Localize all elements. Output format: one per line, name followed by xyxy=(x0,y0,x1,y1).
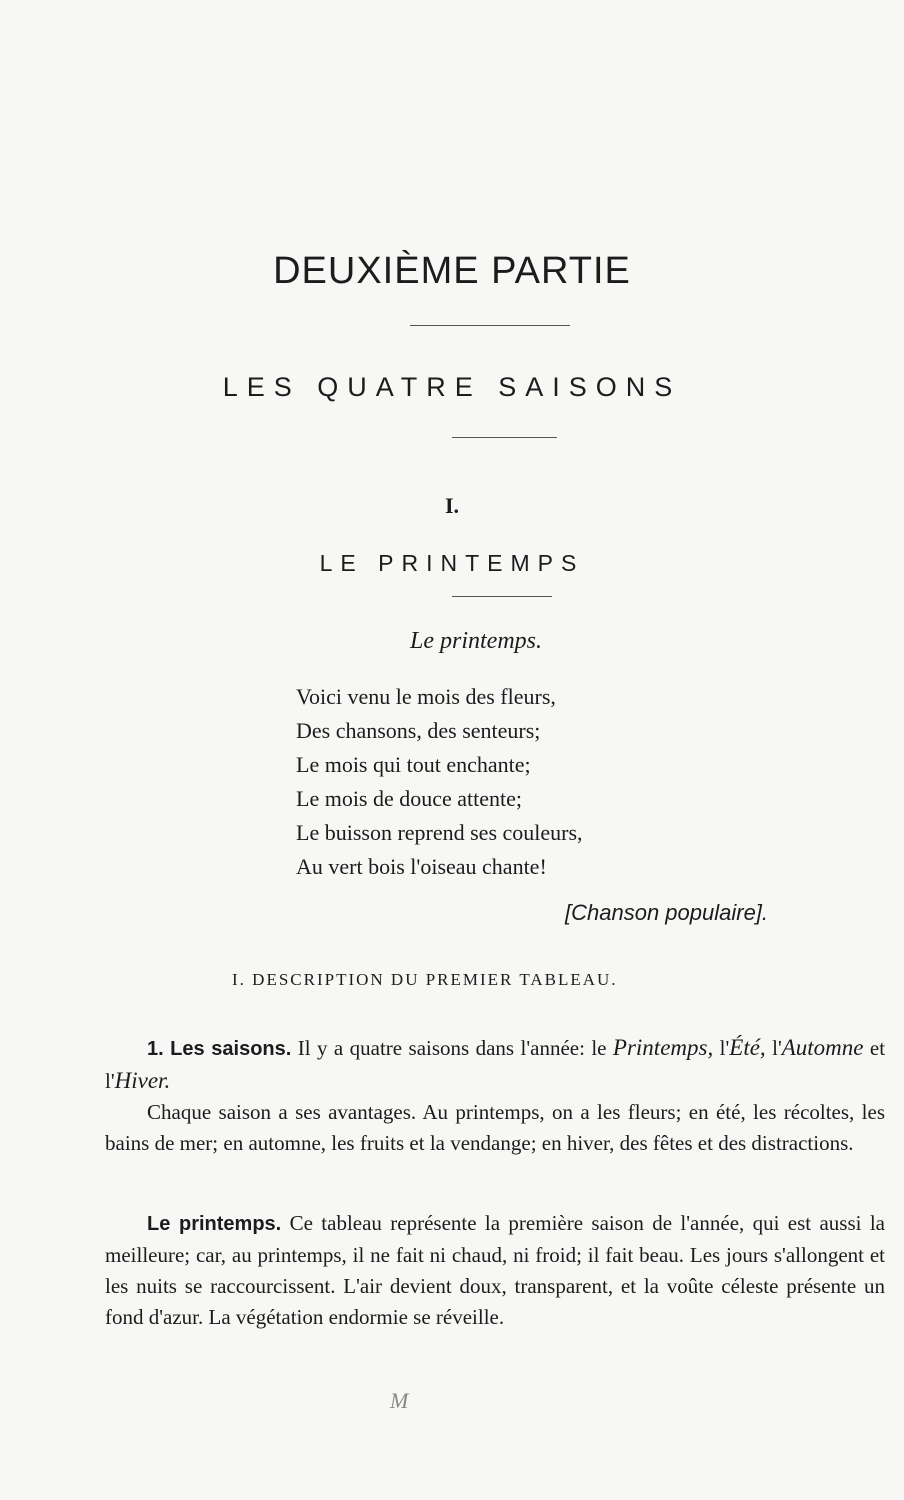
section-subtitle: LES QUATRE SAISONS xyxy=(222,372,682,402)
season-name: Été, xyxy=(729,1035,766,1060)
poem-line: Le buisson reprend ses couleurs, xyxy=(296,820,583,845)
article: l' xyxy=(772,1036,782,1060)
article: l' xyxy=(105,1069,115,1093)
poem-source: [Chanson populaire]. xyxy=(565,900,769,925)
paragraph-saisons xyxy=(105,1032,885,1097)
paragraph-text: Il y a quatre saisons dans l'année: le xyxy=(297,1036,607,1060)
conjunction: et xyxy=(869,1036,886,1060)
handwritten-mark: M xyxy=(390,1388,409,1413)
section-heading: I. DESCRIPTION DU PREMIER TABLEAU. xyxy=(232,970,618,989)
paragraph-heading: Les saisons. xyxy=(170,1038,292,1060)
chapter-title: LE PRINTEMPS xyxy=(319,550,585,576)
divider-rule xyxy=(452,437,557,438)
poem-line: Le mois de douce attente; xyxy=(296,786,523,811)
divider-rule xyxy=(410,325,570,326)
season-name: Automne xyxy=(781,1035,864,1060)
article: l' xyxy=(719,1036,730,1060)
paragraph-text: Chaque saison a ses avantages. Au printemps, on a les fleurs; en été, les récoltes, les bains de mer; en automne, les fruits et la vendange; en hiver, des fêtes et des distractions. xyxy=(105,1100,885,1155)
poem-line: Au vert bois l'oiseau chante! xyxy=(296,854,547,879)
poem-line: Des chansons, des senteurs; xyxy=(296,718,541,743)
paragraph-printemps xyxy=(105,1208,885,1333)
paragraph-avantages xyxy=(105,1097,885,1159)
chapter-numeral: I. xyxy=(444,493,460,518)
divider-rule xyxy=(452,596,552,597)
season-name: Hiver. xyxy=(114,1068,171,1093)
part-title: DEUXIÈME PARTIE xyxy=(273,250,631,292)
season-name: Printemps, xyxy=(612,1035,714,1060)
poem xyxy=(296,680,583,884)
poem-line: Le mois qui tout enchante; xyxy=(296,752,531,777)
paragraph-heading: Le printemps. xyxy=(147,1213,282,1235)
paragraph-number: 1. xyxy=(147,1038,164,1060)
poem-line: Voici venu le mois des fleurs, xyxy=(296,684,556,709)
paragraph-text: Ce tableau représente la première saison de l'année, qui est aussi la meilleure; car, au printemps, il ne fait ni chaud, ni froid; il fait beau. Les jours s'allongent et les nuits se raccourcissent. L'air devient doux, transparent, et la voûte céleste présente un fond d'azur. La végétation endormie se réveille. xyxy=(105,1211,885,1329)
poem-title: Le printemps. xyxy=(410,628,542,654)
